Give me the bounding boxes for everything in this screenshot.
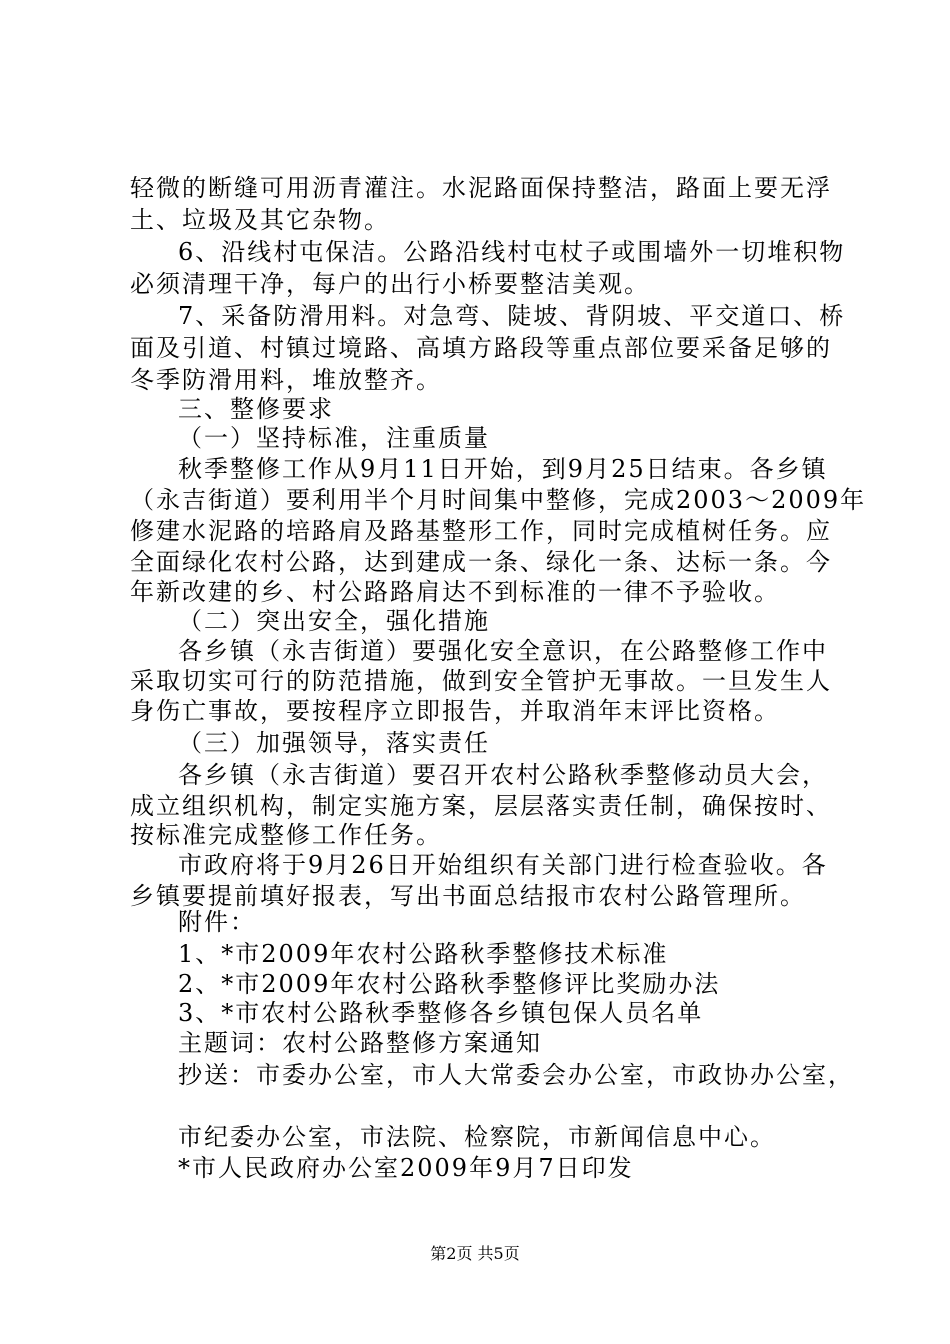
subsection-heading: （三）加强领导，落实责任 — [178, 729, 490, 757]
attachment-item: 1、*市2009年农村公路秋季整修技术标准 — [178, 940, 669, 968]
body-line: 各乡镇（永吉街道）要召开农村公路秋季整修动员大会， — [178, 761, 828, 789]
attachment-item: 3、*市农村公路秋季整修各乡镇包保人员名单 — [178, 999, 704, 1027]
body-line: 全面绿化农村公路，达到建成一条、绿化一条、达标一条。今 — [130, 548, 832, 576]
body-line: 按标准完成整修工作任务。 — [130, 821, 442, 849]
page-number: 第2页 共5页 — [430, 1244, 520, 1263]
body-line: 修建水泥路的培路肩及路基整形工作，同时完成植树任务。应 — [130, 517, 832, 545]
body-line: 采取切实可行的防范措施，做到安全管护无事故。一旦发生人 — [130, 667, 832, 695]
cc-list: 抄送：市委办公室，市人大常委会办公室，市政协办公室， — [178, 1061, 854, 1089]
subject-words: 主题词：农村公路整修方案通知 — [178, 1029, 542, 1057]
body-line: 身伤亡事故，要按程序立即报告，并取消年末评比资格。 — [130, 697, 780, 725]
section-heading: 三、整修要求 — [178, 395, 334, 423]
body-line: 7、采备防滑用料。对急弯、陡坡、背阴坡、平交道口、桥 — [178, 302, 846, 330]
body-line: 土、垃圾及其它杂物。 — [130, 206, 390, 234]
body-line: 年新改建的乡、村公路路肩达不到标准的一律不予验收。 — [130, 578, 780, 606]
body-line: 必须清理干净，每户的出行小桥要整洁美观。 — [130, 270, 650, 298]
body-line: 成立组织机构，制定实施方案，层层落实责任制，确保按时、 — [130, 792, 832, 820]
attachment-item: 2、*市2009年农村公路秋季整修评比奖励办法 — [178, 970, 721, 998]
body-line: 市政府将于9月26日开始组织有关部门进行检查验收。各 — [178, 851, 828, 879]
body-line: 冬季防滑用料，堆放整齐。 — [130, 366, 442, 394]
cc-list-continued: 市纪委办公室，市法院、检察院，市新闻信息中心。 — [178, 1123, 776, 1151]
body-line: 面及引道、村镇过境路、高填方路段等重点部位要采备足够的 — [130, 334, 832, 362]
body-line: 各乡镇（永吉街道）要强化安全意识，在公路整修工作中 — [178, 637, 828, 665]
body-line: 乡镇要提前填好报表，写出书面总结报市农村公路管理所。 — [130, 882, 806, 910]
issuer-line: *市人民政府办公室2009年9月7日印发 — [178, 1154, 634, 1182]
attachment-label: 附件： — [178, 908, 256, 936]
body-line: （永吉街道）要利用半个月时间集中整修，完成2003～2009年 — [130, 486, 867, 514]
body-line: 6、沿线村屯保洁。公路沿线村屯杖子或围墙外一切堆积物 — [178, 238, 846, 266]
body-line: 轻微的断缝可用沥青灌注。水泥路面保持整洁，路面上要无浮 — [130, 174, 832, 202]
body-line: 秋季整修工作从9月11日开始，到9月25日结束。各乡镇 — [178, 455, 828, 483]
subsection-heading: （二）突出安全，强化措施 — [178, 607, 490, 635]
subsection-heading: （一）坚持标准，注重质量 — [178, 424, 490, 452]
